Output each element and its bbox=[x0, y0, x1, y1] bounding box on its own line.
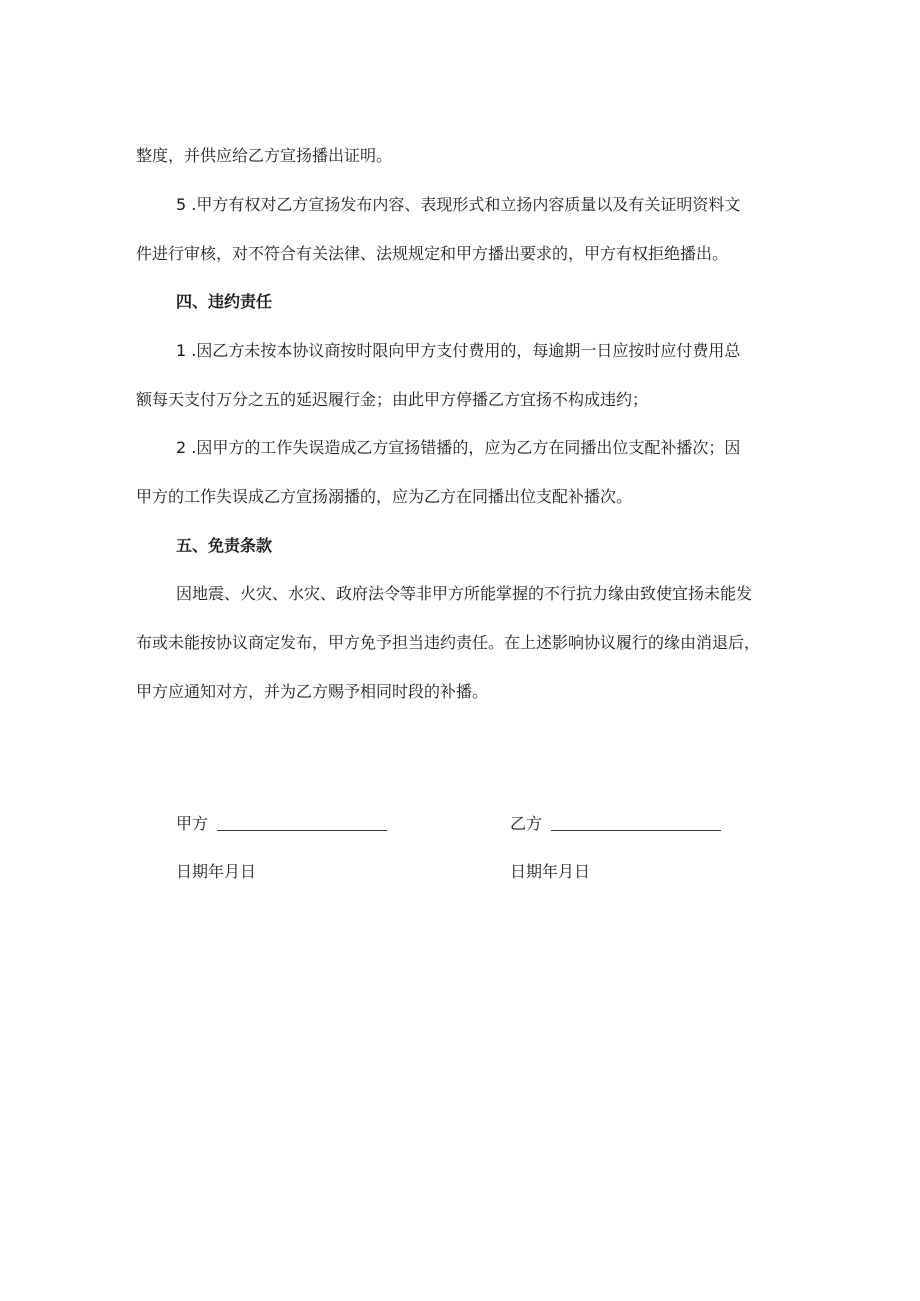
section-5-line-1: 因地震、火灾、水灾、政府法令等非甲方所能掌握的不行抗力缘由致使宜扬未能发 bbox=[176, 584, 753, 603]
item-5-line-2: 件进行审核，对不符合有关法律、法规规定和甲方播出要求的，甲方有权拒绝播出。 bbox=[136, 244, 729, 263]
party-b-label: 乙方 bbox=[510, 814, 543, 833]
paragraph-line: 整度，并供应给乙方宣扬播出证明。 bbox=[136, 146, 393, 165]
party-b-date: 日期年月日 bbox=[510, 862, 591, 881]
section-5-line-2: 布或未能按协议商定发布，甲方免予担当违约责任。在上述影响协议履行的缘由消退后， bbox=[136, 633, 761, 652]
party-b-signature-line bbox=[551, 830, 721, 831]
section-4-item-1-line-1: 1 .因乙方未按本协议商按时限向甲方支付费用的，每逾期一日应按时应付费用总 bbox=[176, 341, 741, 360]
section-4-item-2-line-1: 2 .因甲方的工作失误造成乙方宣扬错播的，应为乙方在同播出位支配补播次；因 bbox=[176, 438, 741, 457]
party-a-label: 甲方 bbox=[176, 814, 209, 833]
section-4-heading: 四、违约责任 bbox=[176, 292, 273, 311]
section-5-heading: 五、免责条款 bbox=[176, 536, 273, 555]
section-4-item-2-line-2: 甲方的工作失误成乙方宣扬溺播的，应为乙方在同播出位支配补播次。 bbox=[136, 487, 633, 506]
item-5-line-1: 5 .甲方有权对乙方宣扬发布内容、表现形式和立扬内容质量以及有关证明资料文 bbox=[176, 195, 741, 214]
party-a-signature-line bbox=[217, 830, 387, 831]
party-a-date: 日期年月日 bbox=[176, 862, 257, 881]
section-5-line-3: 甲方应通知对方，并为乙方赐予相同时段的补播。 bbox=[136, 682, 489, 701]
section-4-item-1-line-2: 额每天支付万分之五的延迟履行金；由此甲方停播乙方宜扬不构成违约； bbox=[136, 390, 649, 409]
